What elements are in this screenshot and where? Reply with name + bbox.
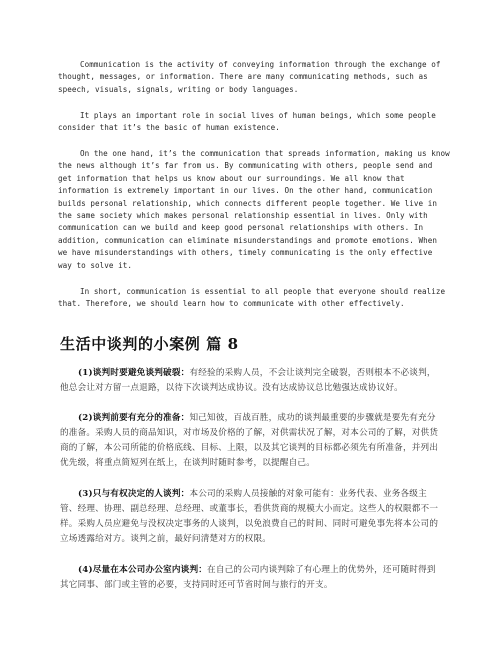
case-text-4: 在自己的公司内谈判除了有心理上的优势外，还可随时得到其它同事、部门或主管的必要，支持同时还可节省时间与旅行的开支。 [60, 565, 436, 590]
case-paragraph-2 [60, 411, 444, 471]
case-heading-3: (3)只与有权决定的人谈判： [78, 489, 190, 499]
case-heading-1: (1)谈判时要避免谈判破裂： [78, 368, 190, 378]
english-paragraph-1: Communication is the activity of conveying information through the exchange of thought, messages, or information. There are many communicating methods, such as speech, visuals, signals, writing or body languages. [58, 60, 441, 94]
case-heading-4: (4)尽量在本公司办公室内谈判： [78, 565, 208, 575]
english-paragraph-2: It plays an important role in social lives of human beings, which some people consider that it’s the basic of human existence. [58, 111, 436, 133]
case-heading-2: (2)谈判前要有充分的准备： [78, 413, 190, 423]
english-paragraph-3: On the one hand, it’s the communication that spreads information, making us know the news although it’s far from us. By communicating with others, people send and get information that helps us know about our surroundings. We all know that information is extremely important in our lives. On the other hand, communication builds personal relationship, which connects different people together. We live in the same society which makes personal relationship essential in lives. Only with communication can we build and keep good personal relationships with others. In addition, communication can eliminate misunderstandings and promote emotions. When we have misunderstandings with others, timely communicating is the only effective way to solve it. [58, 149, 450, 270]
case-text-3: 本公司的采购人员接触的对象可能有：业务代表、业务各级主管、经理、协理、副总经理、总经理、或董事长，看供货商的规模大小而定。这些人的权限都不一样。采购人员应避免与没权决定事务的人谈判，以免浪费自己的时间、同时可避免事先将本公司的立场透露给对方。谈判之前，最好问清楚对方的权限。 [60, 489, 439, 544]
case-paragraph-4 [60, 563, 444, 593]
case-text-2: 知己知彼，百战百胜，成功的谈判最重要的步骤就是要先有充分的准备。采购人员的商品知识，对市场及价格的了解，对供需状况了解，对本公司的了解，对供货商的了解，本公司所能的价格底线、目标、上限，以及其它谈判的目标都必须先有所准备，并列出优先级，将重点简短列在纸上，在谈判时随时参考，以提醒自己。 [60, 413, 439, 468]
case-text-1: 有经验的采购人员，不会让谈判完全破裂，否则根本不必谈判，他总会让对方留一点退路，以待下次谈判达成协议。没有达成协议总比勉强达成协议好。 [60, 368, 436, 393]
case-paragraph-1 [60, 366, 444, 396]
case-paragraph-3 [60, 487, 444, 547]
english-paragraph-4: In short, communication is essential to all people that everyone should realize that. Therefore, we should learn how to communicate with other effectively. [58, 287, 446, 309]
section-title: 生活中谈判的小案例 篇 8 [60, 335, 239, 353]
